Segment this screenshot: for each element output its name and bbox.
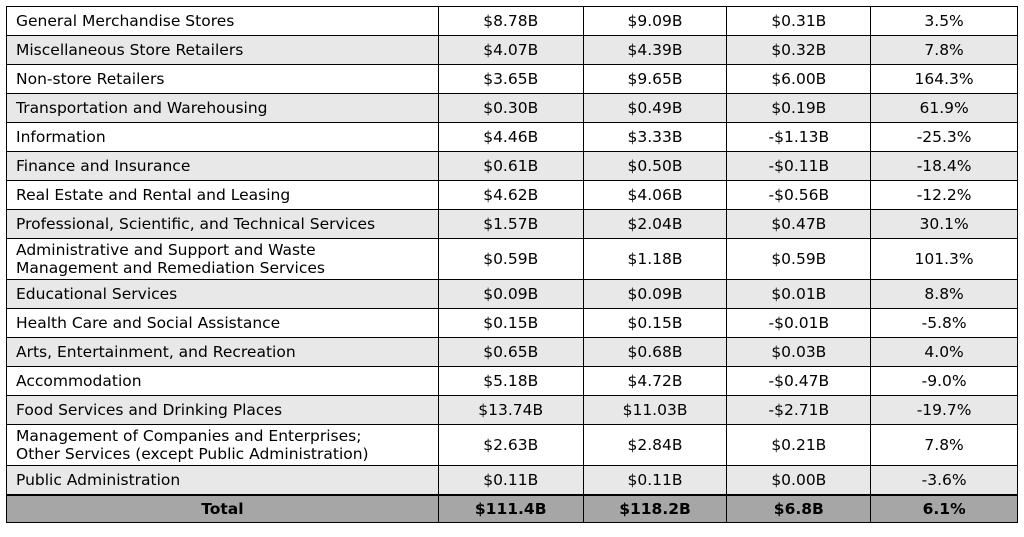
value-col-1: $8.78B xyxy=(438,7,583,36)
percent-change: -5.8% xyxy=(871,309,1018,338)
industry-name: Public Administration xyxy=(7,466,439,496)
table-row xyxy=(7,123,1018,152)
change-value: -$2.71B xyxy=(727,396,871,425)
industry-name: Transportation and Warehousing xyxy=(7,94,439,123)
value-col-2: $1.18B xyxy=(583,239,727,280)
value-col-2: $4.06B xyxy=(583,181,727,210)
industry-name: Miscellaneous Store Retailers xyxy=(7,36,439,65)
industry-name xyxy=(7,239,439,280)
value-col-1: $0.11B xyxy=(438,466,583,496)
percent-change: -3.6% xyxy=(871,466,1018,496)
percent-change: 61.9% xyxy=(871,94,1018,123)
percent-change: 3.5% xyxy=(871,7,1018,36)
value-col-1: $0.09B xyxy=(438,280,583,309)
table-row xyxy=(7,280,1018,309)
industry-name-line-1: Management of Companies and Enterprises; xyxy=(16,427,362,445)
percent-change: -9.0% xyxy=(871,367,1018,396)
value-col-2: $2.84B xyxy=(583,425,727,466)
industry-name-line-2: Other Services (except Public Administration) xyxy=(16,445,369,463)
industry-name xyxy=(7,425,439,466)
value-col-1: $4.62B xyxy=(438,181,583,210)
table-row xyxy=(7,239,1018,280)
value-col-1: $0.61B xyxy=(438,152,583,181)
industry-name: General Merchandise Stores xyxy=(7,7,439,36)
table-row xyxy=(7,396,1018,425)
value-col-2: $11.03B xyxy=(583,396,727,425)
percent-change: 30.1% xyxy=(871,210,1018,239)
change-value: $0.00B xyxy=(727,466,871,496)
table-row xyxy=(7,36,1018,65)
change-value: $0.01B xyxy=(727,280,871,309)
table-row xyxy=(7,338,1018,367)
value-col-1: $4.46B xyxy=(438,123,583,152)
percent-change: 7.8% xyxy=(871,36,1018,65)
value-col-2: $4.72B xyxy=(583,367,727,396)
industry-name: Professional, Scientific, and Technical Services xyxy=(7,210,439,239)
change-value: -$0.11B xyxy=(727,152,871,181)
total-label: Total xyxy=(7,495,439,523)
percent-change: 7.8% xyxy=(871,425,1018,466)
change-value: $0.59B xyxy=(727,239,871,280)
table-row xyxy=(7,367,1018,396)
industry-data-table xyxy=(6,6,1018,523)
table-row xyxy=(7,7,1018,36)
industry-name: Health Care and Social Assistance xyxy=(7,309,439,338)
change-value: $0.03B xyxy=(727,338,871,367)
table-row xyxy=(7,309,1018,338)
value-col-2: $4.39B xyxy=(583,36,727,65)
percent-change: -25.3% xyxy=(871,123,1018,152)
value-col-1: $5.18B xyxy=(438,367,583,396)
value-col-2: $0.11B xyxy=(583,466,727,496)
industry-name: Educational Services xyxy=(7,280,439,309)
value-col-1: $1.57B xyxy=(438,210,583,239)
change-value: $0.21B xyxy=(727,425,871,466)
table-row xyxy=(7,425,1018,466)
value-col-2: $0.49B xyxy=(583,94,727,123)
value-col-1: $0.65B xyxy=(438,338,583,367)
total-row xyxy=(7,495,1018,523)
percent-change: -12.2% xyxy=(871,181,1018,210)
change-value: $0.19B xyxy=(727,94,871,123)
percent-change: 164.3% xyxy=(871,65,1018,94)
value-col-1: $0.59B xyxy=(438,239,583,280)
percent-change: -19.7% xyxy=(871,396,1018,425)
change-value: -$1.13B xyxy=(727,123,871,152)
change-value: -$0.01B xyxy=(727,309,871,338)
total-percent-change: 6.1% xyxy=(871,495,1018,523)
industry-name-line-1: Administrative and Support and Waste xyxy=(16,241,316,259)
value-col-1: $13.74B xyxy=(438,396,583,425)
value-col-2: $0.50B xyxy=(583,152,727,181)
percent-change: -18.4% xyxy=(871,152,1018,181)
industry-name-line-2: Management and Remediation Services xyxy=(16,259,325,277)
percent-change: 8.8% xyxy=(871,280,1018,309)
total-value-col-1: $111.4B xyxy=(438,495,583,523)
value-col-2: $9.09B xyxy=(583,7,727,36)
value-col-2: $9.65B xyxy=(583,65,727,94)
percent-change: 101.3% xyxy=(871,239,1018,280)
change-value: $6.00B xyxy=(727,65,871,94)
total-change-value: $6.8B xyxy=(727,495,871,523)
table-row xyxy=(7,181,1018,210)
table-row xyxy=(7,466,1018,496)
change-value: -$0.47B xyxy=(727,367,871,396)
change-value: $0.31B xyxy=(727,7,871,36)
value-col-2: $0.15B xyxy=(583,309,727,338)
table-row xyxy=(7,65,1018,94)
value-col-2: $3.33B xyxy=(583,123,727,152)
value-col-1: $0.30B xyxy=(438,94,583,123)
industry-name: Information xyxy=(7,123,439,152)
value-col-1: $0.15B xyxy=(438,309,583,338)
value-col-2: $0.68B xyxy=(583,338,727,367)
total-value-col-2: $118.2B xyxy=(583,495,727,523)
industry-name: Accommodation xyxy=(7,367,439,396)
change-value: $0.47B xyxy=(727,210,871,239)
industry-name: Finance and Insurance xyxy=(7,152,439,181)
table-row xyxy=(7,210,1018,239)
industry-name: Arts, Entertainment, and Recreation xyxy=(7,338,439,367)
change-value: $0.32B xyxy=(727,36,871,65)
value-col-1: $3.65B xyxy=(438,65,583,94)
change-value: -$0.56B xyxy=(727,181,871,210)
table-row xyxy=(7,152,1018,181)
table-row xyxy=(7,94,1018,123)
value-col-2: $2.04B xyxy=(583,210,727,239)
industry-name: Food Services and Drinking Places xyxy=(7,396,439,425)
value-col-2: $0.09B xyxy=(583,280,727,309)
percent-change: 4.0% xyxy=(871,338,1018,367)
value-col-1: $4.07B xyxy=(438,36,583,65)
industry-name: Non-store Retailers xyxy=(7,65,439,94)
value-col-1: $2.63B xyxy=(438,425,583,466)
industry-name: Real Estate and Rental and Leasing xyxy=(7,181,439,210)
